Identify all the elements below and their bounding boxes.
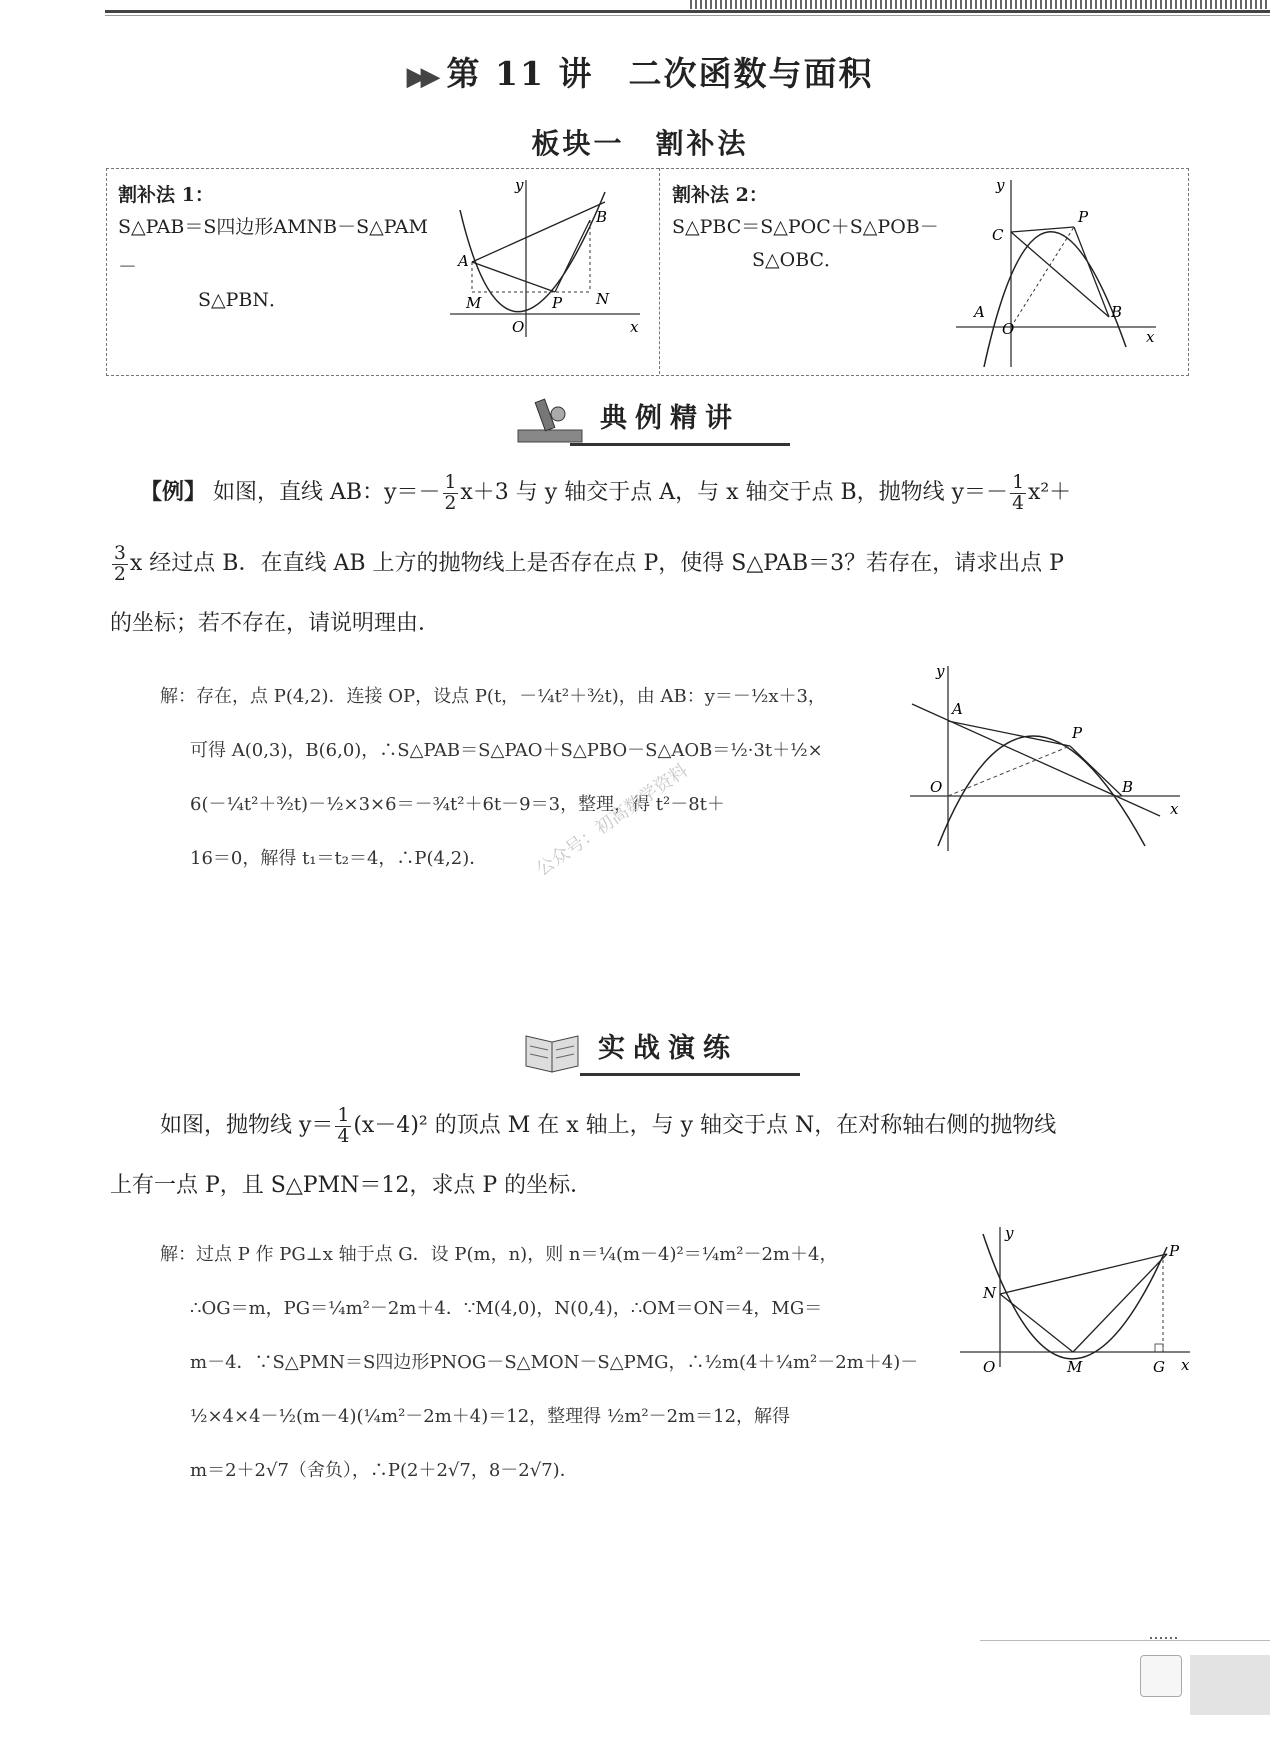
practice-text-part1: 如图，抛物线 y＝ [160,1113,334,1138]
header-hatch-decoration [690,0,1270,9]
right-angle-mark [1155,1344,1163,1352]
practice-banner [520,1022,820,1080]
method2-formula-line1: S△PBC＝S△POC＋S△POB－ [672,216,939,238]
lesson-title-text: 第 11 讲 二次函数与面积 [446,54,874,93]
label-x: x [1170,800,1179,818]
label-x: x [1146,328,1155,346]
label-B: B [1122,778,1134,796]
frac-den: 2 [114,563,126,585]
frac-num: 1 [444,471,457,493]
example-tag: 【例】 [140,479,207,505]
label-O: O [512,318,525,336]
label-A: A [952,700,963,718]
frac-den: 4 [1012,492,1024,514]
parabola [984,232,1126,367]
frac-den: 2 [444,492,457,514]
method1-title: 割补法 1： [118,184,214,206]
practice-banner-text: 实战演练 [598,1033,738,1064]
practice-solution-line1: 解：过点 P 作 PG⊥x 轴于点 G．设 P(m，n)，则 n＝¼(m－4)²＝¼m²－2m＋4， [160,1244,838,1265]
example-solution-line3: 6(－¼t²＋³⁄₂t)－½×3×6＝－¾t²＋6t－9＝3，整理，得 t²－8t＋ [190,794,725,815]
double-arrow-icon: ▶▶ [406,62,435,92]
example-banner-underline [570,443,790,446]
example-text-part3: x²＋ [1027,480,1072,505]
practice-solution [160,1228,940,1498]
practice-solution-line4: ½×4×4－½(m－4)(¼m²－2m＋4)＝12，整理得 ½m²－2m＝12，解得 [190,1406,791,1427]
example-line2-rest: x 经过点 B．在直线 AB 上方的抛物线上是否存在点 P，使得 S△PAB＝3？若存在，请求出点 P [129,551,1064,576]
example-banner-text: 典例精讲 [600,403,740,434]
label-y: y [1005,1224,1014,1242]
book-icon [520,1022,590,1078]
frac-den: 4 [337,1125,350,1147]
label-y: y [996,176,1005,194]
example-solution-line2: 可得 A(0,3)，B(6,0)，∴S△PAB＝S△PAO＋S△PBO－S△AOB＝½·3t＋½× [190,740,823,761]
parabola [938,736,1145,846]
method1-figure [440,172,650,342]
example-text-part1: 如图，直线 AB：y＝－ [213,480,441,505]
method1-text [118,180,438,313]
method2-formula-line2: S△OBC． [752,249,844,271]
label-O: O [983,1358,996,1376]
practice-solution-line3: m－4．∵S△PMN＝S四边形PNOG－S△MON－S△PMG，∴½m(4＋¼m²－2m＋4)－ [190,1352,919,1373]
method2-text [672,180,992,273]
label-P: P [1169,1242,1180,1260]
lesson-title [0,48,1280,95]
segment-CP [1011,227,1074,232]
segment-NP [1000,1254,1167,1294]
practice-frac [335,1106,351,1146]
header-rule-thin [105,15,1270,16]
label-O: O [1002,320,1015,338]
example-figure [900,656,1190,856]
practice-solution-line5: m＝2＋2√7（舍负），∴P(2＋2√7，8－2√7)． [190,1460,578,1481]
example-solution-line1: 解：存在，点 P(4,2)．连接 OP，设点 P(t，－¼t²＋³⁄₂t)，由 AB：y＝－½x＋3， [160,686,826,707]
example-line3: 的坐标；若不存在，请说明理由． [110,611,441,636]
practice-text-part2: (x－4)² 的顶点 M 在 x 轴上，与 y 轴交于点 N，在对称轴右侧的抛物线 [353,1113,1057,1138]
segment-AP [472,262,555,292]
example-text-part2: x＋3 与 y 轴交于点 A，与 x 轴交于点 B，抛物线 y＝－ [460,480,1009,505]
practice-line2: 上有一点 P，且 S△PMN＝12，求点 P 的坐标． [110,1173,593,1198]
page-tab-shadow [1190,1655,1270,1715]
practice-figure [955,1222,1195,1382]
header-rule [105,10,1270,13]
label-P: P [1072,724,1083,742]
frac-num: 1 [1012,471,1024,493]
example-frac2 [1010,473,1026,513]
label-x: x [1181,1356,1190,1374]
label-G: G [1153,1358,1165,1376]
dashed-OP [1011,227,1074,327]
practice-banner-underline [580,1073,800,1076]
label-P: P [552,294,563,312]
method-box-divider [659,168,660,374]
footer-rule [980,1640,1270,1641]
example-line1 [140,456,1200,529]
segment-MP [1073,1254,1167,1352]
line-AB [472,202,608,262]
example-solution-line4: 16＝0，解得 t₁＝t₂＝4，∴P(4,2)． [190,848,488,869]
label-x: x [630,318,639,336]
label-M: M [1067,1358,1083,1376]
label-A: A [974,303,985,321]
microscope-icon [510,392,590,448]
label-O: O [930,778,943,796]
watermark: 公众号：初高数学资料 [532,760,692,881]
method2-figure [946,172,1168,372]
label-y: y [515,176,524,194]
example-banner [510,392,810,450]
label-A: A [458,252,469,270]
label-M: M [466,294,482,312]
practice-solution-line2: ∴OG＝m，PG＝¼m²－2m＋4．∵M(4,0)，N(0,4)，∴OM＝ON＝4，MG＝ [190,1298,823,1319]
example-frac3 [112,544,128,584]
segment-PB [555,220,590,292]
section-title: 板块一 割补法 [531,127,749,160]
segment-PB [1070,746,1122,796]
segment-NM [1000,1294,1073,1352]
label-N: N [983,1284,997,1302]
method2-title: 割补法 2： [672,184,768,206]
label-B: B [596,208,608,226]
segment-PB [1074,227,1109,317]
method1-formula-line2: S△PBN． [198,289,288,311]
example-frac1 [443,473,459,513]
parabola [983,1234,1167,1359]
label-P: P [1078,208,1089,226]
method1-formula-line1: S△PAB＝S四边形AMNB－S△PAM－ [118,216,428,278]
example-solution [160,670,900,886]
label-B: B [1111,303,1123,321]
page-tab [1140,1655,1182,1697]
label-N: N [596,290,610,308]
label-C: C [992,226,1004,244]
frac-num: 3 [114,542,126,564]
footer-dots [1150,1637,1180,1639]
parabola [460,192,608,312]
label-y: y [936,662,945,680]
frac-num: 1 [337,1104,350,1126]
